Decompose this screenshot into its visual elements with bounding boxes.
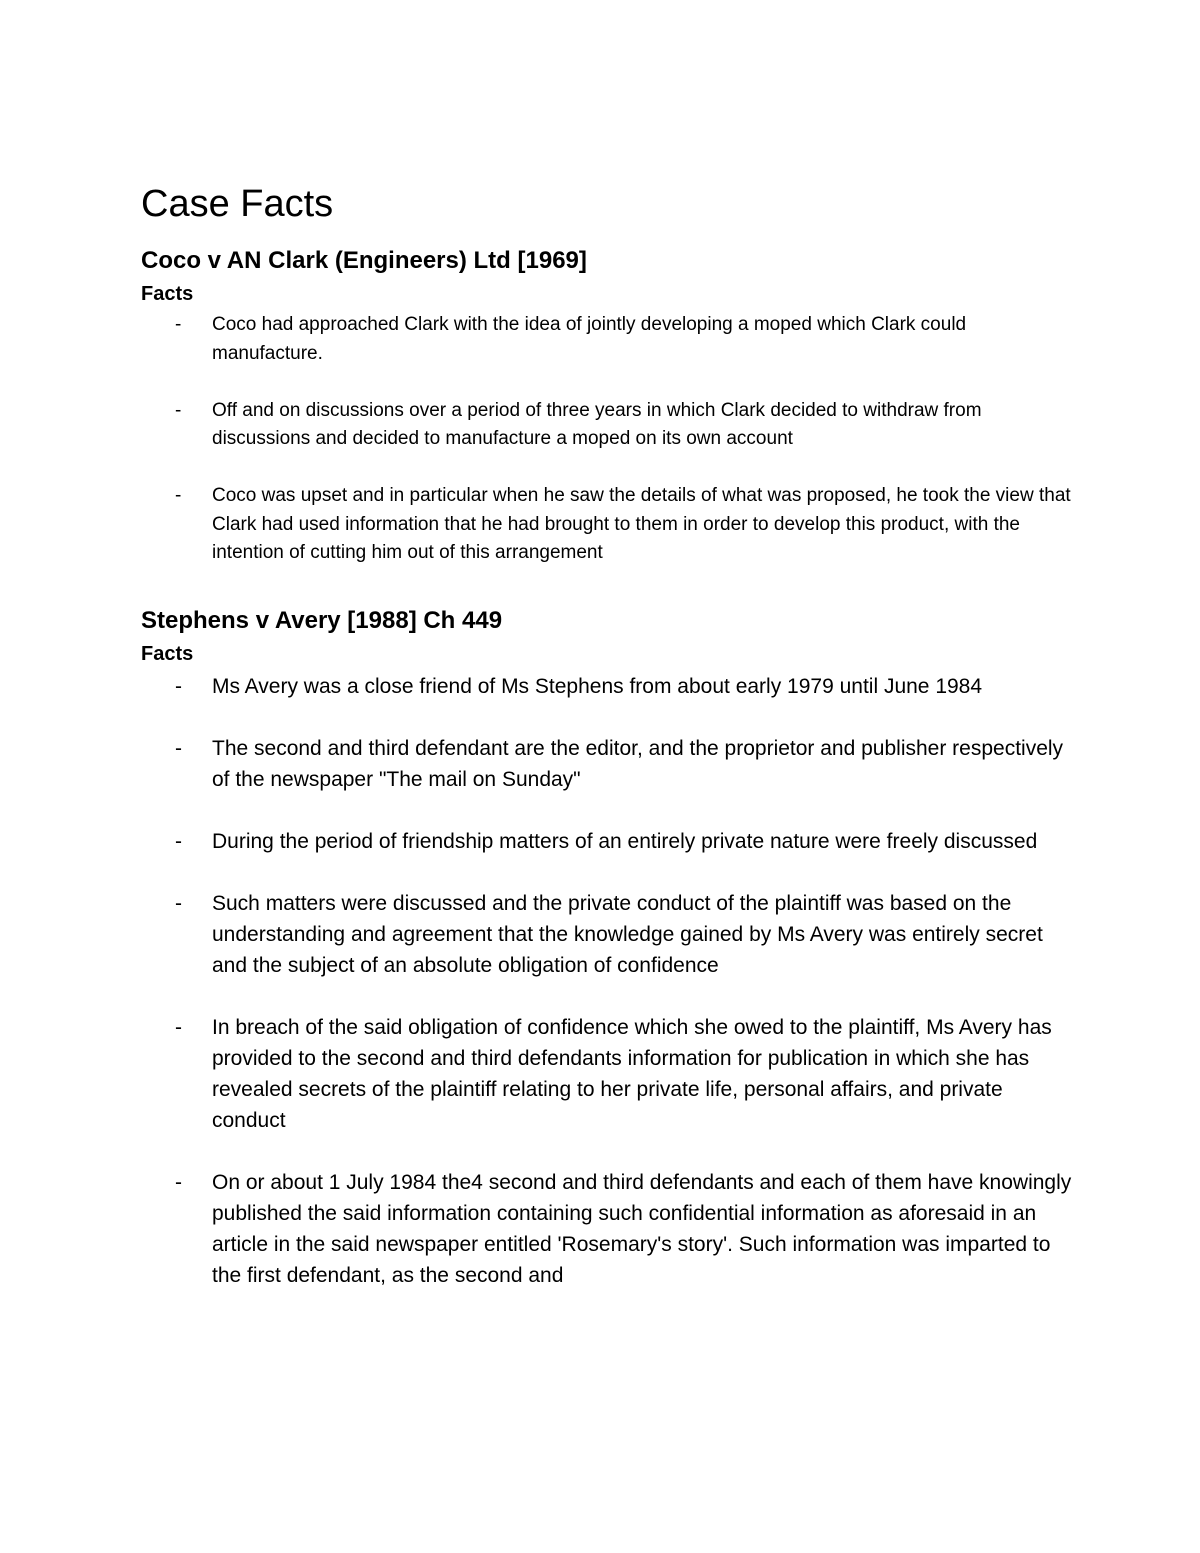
bullet-text: Such matters were discussed and the private conduct of the plaintiff was based on the understanding and agreement that the knowledge gained by Ms Avery was entirely secret and the subject of an absolute obligation of confidence (212, 892, 1043, 977)
bullet-dash: - (175, 830, 182, 853)
bullet-text: On or about 1 July 1984 the4 second and third defendants and each of them have knowingly published the said information containing such confidential information as aforesaid in an article in the said newspaper entitled 'Rosemary's story'. Such information was imparted to the first defendant, as the second and (212, 1171, 1072, 1287)
bullet-text: In breach of the said obligation of confidence which she owed to the plaintiff, Ms Avery has provided to the second and third defendants information for publication in which she has revealed secrets of the plaintiff relating to her private life, personal affairs, and private conduct (212, 1016, 1052, 1132)
bullet-text: Off and on discussions over a period of three years in which Clark decided to withdraw from discussions and decided to manufacture a moped on its own account (212, 399, 982, 449)
list-item (141, 1167, 1081, 1291)
bullet-dash: - (175, 485, 182, 506)
list-item (141, 1012, 1081, 1136)
bullet-dash: - (175, 1016, 182, 1039)
list-item (141, 733, 1081, 795)
page-title: Case Facts (141, 183, 334, 225)
case-heading-stephens: Stephens v Avery [1988] Ch 449 (141, 607, 503, 634)
list-item (141, 482, 1081, 568)
list-item (141, 311, 1081, 368)
bullet-dash: - (175, 892, 182, 915)
bullet-text: Coco had approached Clark with the idea of jointly developing a moped which Clark could manufacture. (212, 314, 967, 364)
list-item (141, 671, 1081, 702)
bullet-dash: - (175, 737, 182, 760)
bullet-text: During the period of friendship matters of an entirely private nature were freely discussed (212, 830, 1038, 853)
facts-label-stephens: Facts (141, 643, 194, 665)
list-item (141, 888, 1081, 981)
bullet-text: Coco was upset and in particular when he saw the details of what was proposed, he took the view that Clark had used information that he had brought to them in order to develop this product, with the intention of cutting him out of this arrangement (212, 485, 1071, 563)
facts-list-coco (141, 311, 1081, 596)
list-item (141, 826, 1081, 857)
bullet-text: The second and third defendant are the editor, and the proprietor and publisher respectively of the newspaper "The mail on Sunday" (212, 737, 1064, 791)
case-heading-coco: Coco v AN Clark (Engineers) Ltd [1969] (141, 247, 587, 274)
bullet-text: Ms Avery was a close friend of Ms Stephens from about early 1979 until June 1984 (212, 675, 983, 698)
facts-list-stephens (141, 671, 1081, 1322)
bullet-dash: - (175, 399, 182, 421)
bullet-dash: - (175, 1171, 182, 1194)
bullet-dash: - (175, 314, 182, 335)
list-item (141, 397, 1081, 454)
facts-label-coco: Facts (141, 283, 194, 305)
bullet-dash: - (175, 675, 182, 698)
